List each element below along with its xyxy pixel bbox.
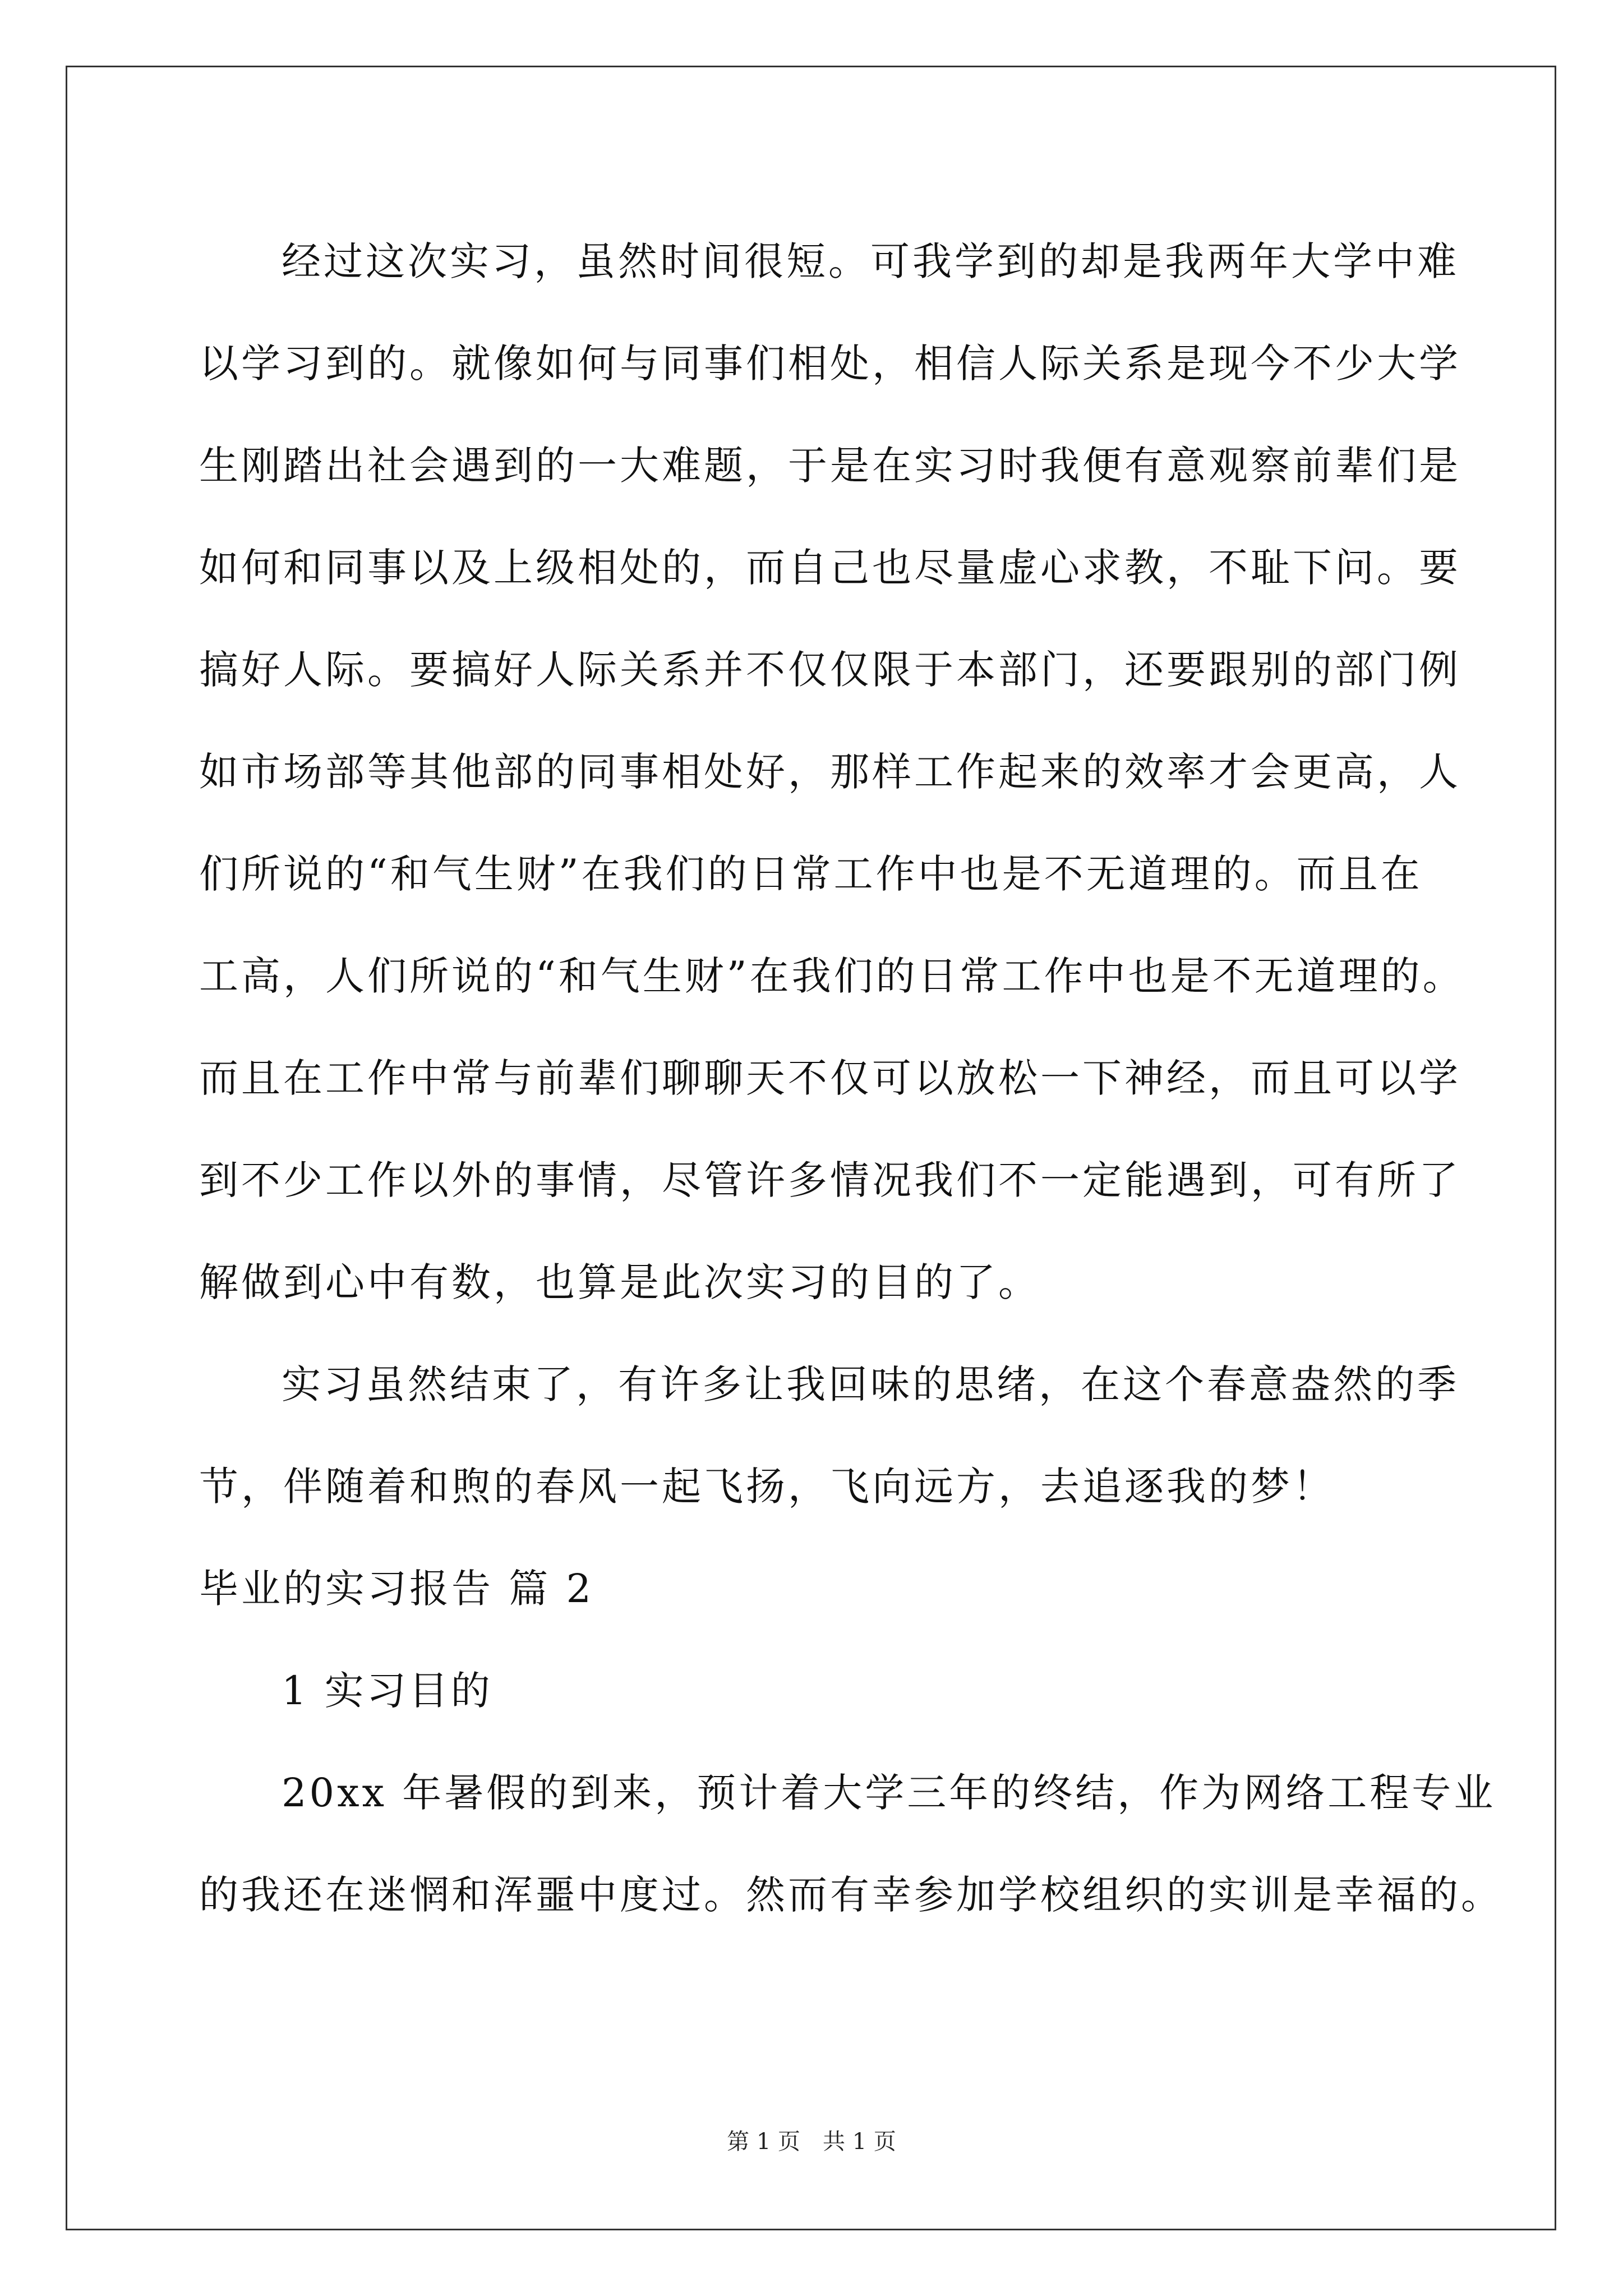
document-body xyxy=(199,210,1503,1946)
paragraph-line: 工高，人们所说的“和气生财”在我们的日常工作中也是不无道理的。 xyxy=(199,953,1465,999)
section-heading: 毕业的实习报告 篇 2 xyxy=(199,1566,594,1612)
paragraph-line: 的我还在迷惘和浑噩中度过。然而有幸参加学校组织的实训是幸福的。 xyxy=(199,1872,1503,1918)
paragraph-line: 以学习到的。就像如何与同事们相处，相信人际关系是现今不少大学 xyxy=(199,341,1461,386)
paragraph-line: 实习虽然结束了，有许多让我回味的思绪，在这个春意盎然的季 xyxy=(282,1361,1459,1407)
paragraph-line: 节，伴随着和煦的春风一起飞扬，飞向远方，去追逐我的梦！ xyxy=(199,1464,1335,1510)
page-footer: 第 1 页 共 1 页 xyxy=(727,2129,896,2155)
paragraph-line: 搞好人际。要搞好人际关系并不仅仅限于本部门，还要跟别的部门例 xyxy=(199,647,1461,693)
paragraph-line: 们所说的“和气生财”在我们的日常工作中也是不无道理的。而且在 xyxy=(199,851,1423,897)
paragraph-line: 解做到心中有数，也算是此次实习的目的了。 xyxy=(199,1259,1040,1305)
paragraph-line: 如市场部等其他部的同事相处好，那样工作起来的效率才会更高，人 xyxy=(199,749,1461,795)
paragraph-line: 而且在工作中常与前辈们聊聊天不仅可以放松一下神经，而且可以学 xyxy=(199,1055,1461,1101)
subsection-heading: 1 实习目的 xyxy=(282,1668,493,1714)
paragraph-line: 如何和同事以及上级相处的，而自己也尽量虚心求教，不耻下问。要 xyxy=(199,545,1461,591)
paragraph-line: 经过这次实习，虽然时间很短。可我学到的却是我两年大学中难 xyxy=(282,238,1459,284)
paragraph-line: 20xx 年暑假的到来，预计着大学三年的终结，作为网络工程专业 xyxy=(282,1770,1496,1816)
paragraph-line: 生刚踏出社会遇到的一大难题，于是在实习时我便有意观察前辈们是 xyxy=(199,443,1461,489)
paragraph-line: 到不少工作以外的事情，尽管许多情况我们不一定能遇到，可有所了 xyxy=(199,1157,1461,1203)
